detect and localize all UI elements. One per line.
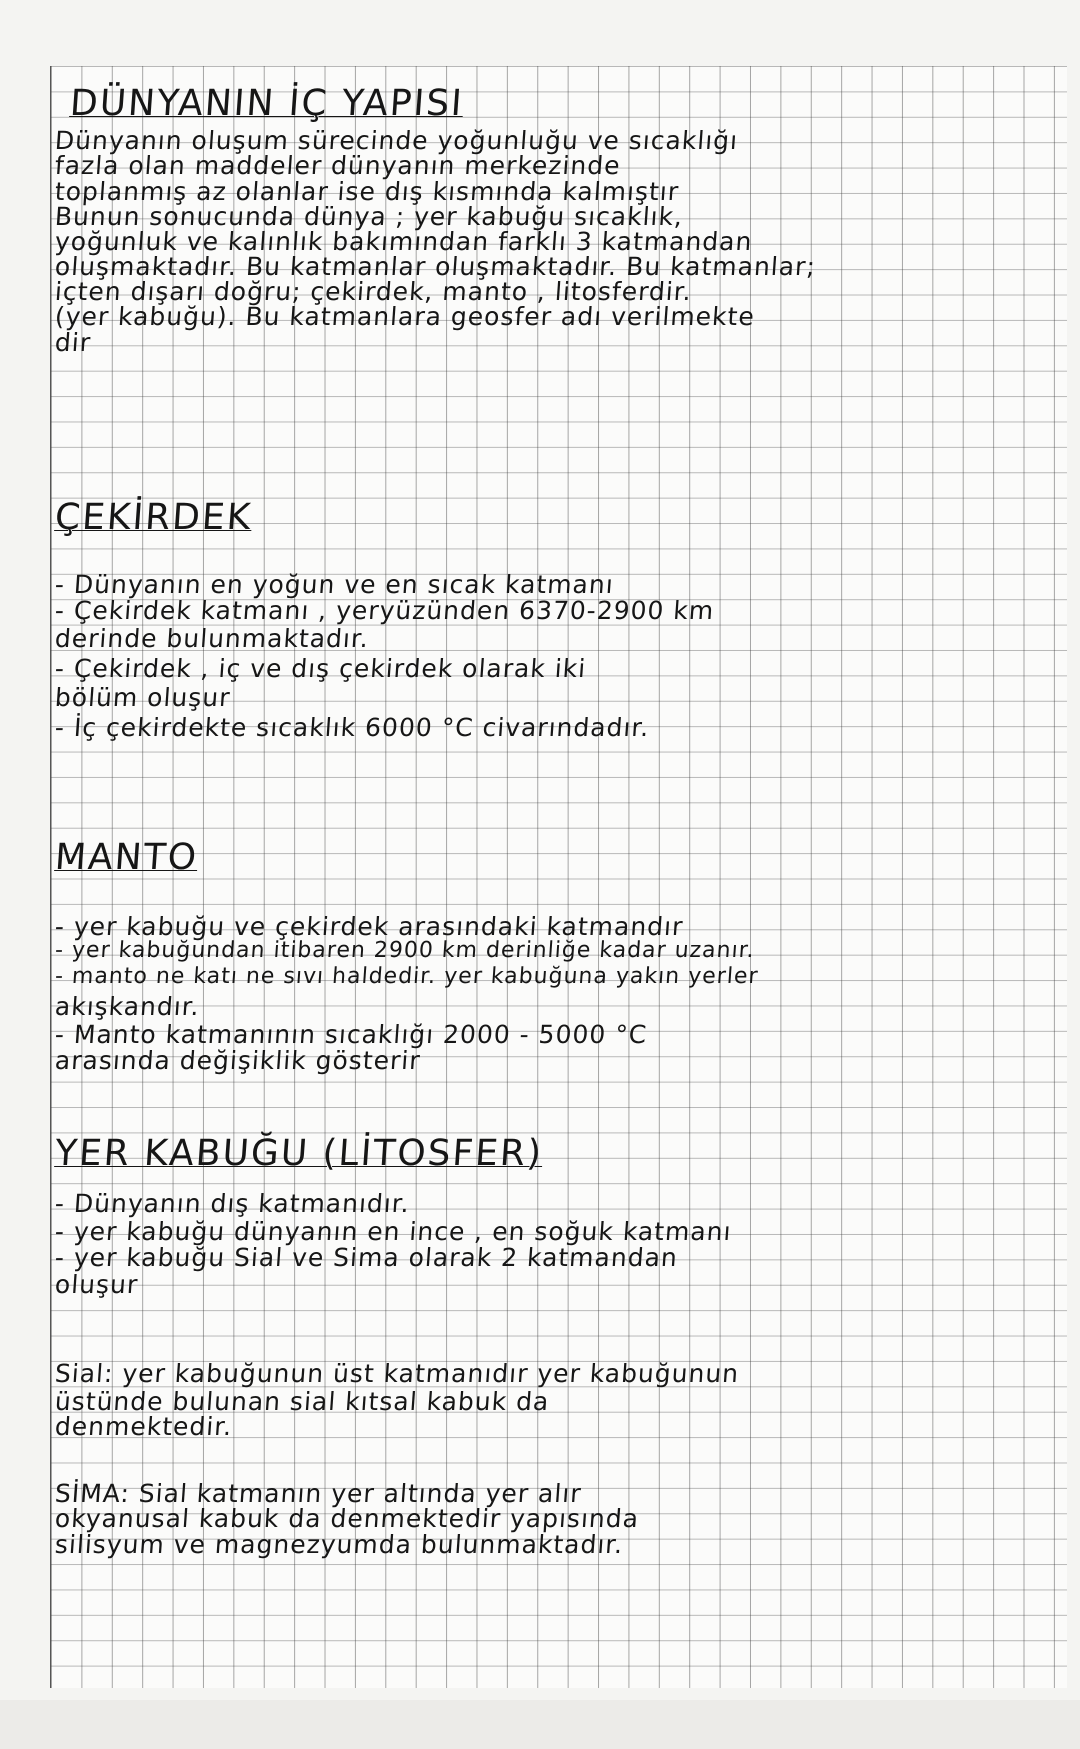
text-line: bölüm oluşur [53,683,232,712]
text-line: fazla olan maddeler dünyanın merkezinde [53,151,622,180]
text-line: SİMA: Sial katmanın yer altında yer alır [53,1479,583,1508]
page-edge [0,1700,1080,1749]
text-line: denmektedir. [53,1412,234,1441]
text-line: Sial: yer kabuğunun üst katmanıdır yer kabuğunun [53,1359,741,1388]
text-line: silisyum ve magnezyumda bulunmaktadır. [53,1530,625,1559]
section-heading: MANTO [53,837,200,878]
text-line: okyanusal kabuk da denmektedir yapısında [53,1504,641,1533]
text-line: Bunun sonucunda dünya ; yer kabuğu sıcaklık, [53,202,685,231]
text-line: yoğunluk ve kalınlık bakımından farklı 3 katmandan [53,227,754,256]
text-line: içten dışarı doğru; çekirdek, manto , litosferdir. [53,277,693,306]
page-title: DÜNYANIN İÇ YAPISI [68,83,466,124]
text-line: derinde bulunmaktadır. [53,624,370,653]
text-line: - Dünyanın en yoğun ve en sıcak katmanı [53,570,615,599]
text-line: - yer kabuğu dünyanın en ince , en soğuk katmanı [53,1217,733,1246]
text-line: - yer kabuğundan itibaren 2900 km derinliğe kadar uzanır. [54,938,756,963]
text-line: - İç çekirdekte sıcaklık 6000 °C civarındadır. [53,713,651,742]
text-line: dir [53,328,93,357]
text-line: - yer kabuğu ve çekirdek arasındaki katmandır [53,912,685,941]
text-line: - Çekirdek , iç ve dış çekirdek olarak iki [53,654,588,683]
text-line: oluşmaktadır. Bu katmanlar oluşmaktadır. Bu katmanlar; [53,252,817,281]
section-heading: YER KABUĞU (LİTOSFER) [53,1133,545,1174]
text-line: - yer kabuğu Sial ve Sima olarak 2 katmandan [53,1243,679,1272]
section-heading: ÇEKİRDEK [53,497,254,538]
text-line: oluşur [53,1270,140,1299]
text-line: akışkandır. [53,992,201,1021]
text-line: - manto ne katı ne sıvı haldedir. yer kabuğuna yakın yerler [54,964,760,989]
text-line: Dünyanın oluşum sürecinde yoğunluğu ve sıcaklığı [53,126,740,155]
text-line: toplanmış az olanlar ise dış kısmında kalmıştır [53,177,681,206]
text-line: - Manto katmanının sıcaklığı 2000 - 5000 °C [53,1020,649,1049]
text-line: - Çekirdek katmanı , yeryüzünden 6370-2900 km [53,596,716,625]
text-line: üstünde bulunan sial kıtsal kabuk da [53,1387,551,1416]
text-line: arasında değişiklik gösterir [53,1046,422,1075]
text-line: (yer kabuğu). Bu katmanlara geosfer adı verilmekte [53,302,756,331]
text-line: - Dünyanın dış katmanıdır. [53,1189,411,1218]
